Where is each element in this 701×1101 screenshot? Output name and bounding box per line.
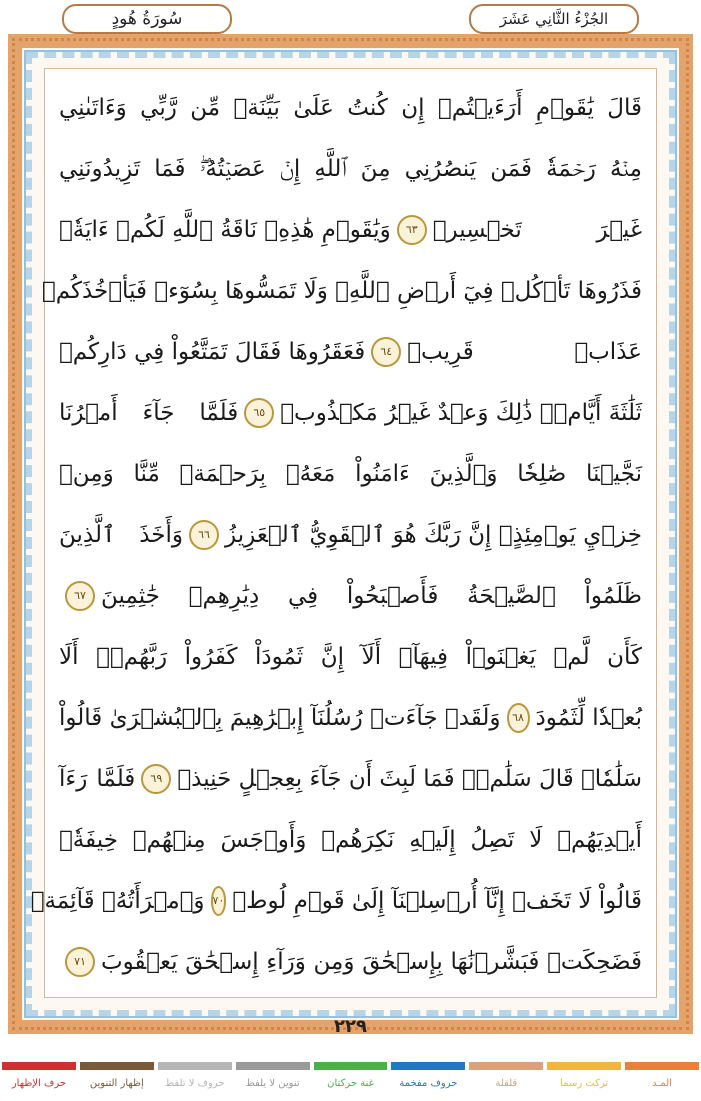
ayah-marker: ٦٤	[371, 337, 401, 367]
line-text: قَالُواْ لَا تَخَفۡ إِنَّآ أُرۡسِلۡنَآ إِلَىٰ قَوۡمِ لُوطٖ	[232, 887, 642, 914]
line-text-after: فَعَقَرُوهَا فَقَالَ تَمَتَّعُواْ فِي دَارِكُمۡ	[59, 338, 366, 365]
line-text: خِزۡيِ يَوۡمِئِذٍۚ إِنَّ رَبَّكَ هُوَ ٱلۡقَوِيُّ ٱلۡعَزِيزُ	[225, 521, 642, 548]
line-text: فَذَرُوهَا تَأۡكُلۡ فِيٓ أَرۡضِ ٱللَّهِۖ وَلَا تَمَسُّوهَا بِسُوٓءٖ فَيَأۡخُذَكُمۡ	[41, 277, 642, 304]
text-line	[30, 870, 642, 931]
legend-label: حروف مفخمة	[399, 1078, 458, 1089]
text-line	[59, 77, 642, 138]
line-text: ثَلَٰثَةَ أَيَّامٖۖ ذَٰلِكَ وَعۡدٌ غَيۡرُ مَكۡذُوبٖ	[280, 399, 642, 426]
legend-labels	[0, 1078, 701, 1089]
text-lines	[30, 77, 642, 992]
line-text: عَذَابٞ قَرِيبٞ	[407, 338, 642, 365]
legend-swatch	[236, 1062, 310, 1070]
line-text: غَيۡرَ تَخۡسِيرٖ	[432, 216, 642, 243]
surah-name: سُورَةُ هُودٍ	[111, 9, 183, 29]
text-line	[59, 321, 642, 382]
ayah-marker: ٦٧	[65, 581, 95, 611]
line-text-after: فَلَمَّا جَآءَ أَمۡرُنَا	[59, 399, 239, 426]
line-text: كَأَن لَّمۡ يَغۡنَوۡاْ فِيهَآۗ أَلَآ إِنَّ ثَمُودَاْ كَفَرُواْ رَبَّهُمۡۗ أَلَا	[59, 643, 642, 670]
legend-swatch	[2, 1062, 76, 1070]
line-text: نَجَّيۡنَا صَٰلِحٗا وَٱلَّذِينَ ءَامَنُواْ مَعَهُۥ بِرَحۡمَةٖ مِّنَّا وَمِنۡ	[59, 460, 642, 487]
text-page	[30, 68, 657, 998]
line-text: فَضَحِكَتۡ فَبَشَّرۡنَٰهَا بِإِسۡحَٰقَ وَمِن وَرَآءِ إِسۡحَٰقَ يَعۡقُوبَ	[101, 948, 642, 975]
line-text-after: وَيَٰقَوۡمِ هَٰذِهِۦ نَاقَةُ ٱللَّهِ لَكُمۡ ءَايَةٗۖ	[59, 216, 391, 243]
ayah-marker: ٧٠	[211, 886, 227, 916]
legend-label: إظهار التنوين	[89, 1078, 144, 1089]
surah-title	[62, 4, 232, 34]
text-line	[59, 931, 642, 992]
legend-swatch	[314, 1062, 388, 1070]
page-number: ٢٢٩	[334, 1016, 367, 1037]
text-line	[59, 138, 642, 199]
tajweed-legend	[0, 1062, 701, 1101]
line-text-after: وَلَقَدۡ جَآءَتۡ رُسُلُنَآ إِبۡرَٰهِيمَ بِٱلۡبُشۡرَىٰ قَالُواْ	[59, 704, 501, 731]
line-text: مِنۡهُ رَحۡمَةٗ فَمَن يَنصُرُنِي مِنَ ٱللَّهِ إِنۡ عَصَيۡتُهُۥۖ فَمَا تَزِيدُونَنِي	[59, 155, 642, 182]
legend-color-bars	[0, 1062, 701, 1070]
text-line	[41, 260, 642, 321]
line-text-after: فَلَمَّا رَءَآ	[59, 765, 136, 792]
legend-label: تركت رسما	[560, 1078, 609, 1089]
text-line	[59, 748, 642, 809]
ayah-marker: ٧١	[65, 947, 95, 977]
legend-label: قلقلة	[495, 1078, 518, 1089]
text-line	[59, 443, 642, 504]
line-text-after: وَأَخَذَ ٱلَّذِينَ	[59, 521, 184, 548]
line-text: بُعۡدٗا لِّثَمُودَ	[535, 704, 642, 731]
legend-swatch	[80, 1062, 154, 1070]
line-text: سَلَٰمٗاۖ قَالَ سَلَٰمٞۖ فَمَا لَبِثَ أَن جَآءَ بِعِجۡلٍ حَنِيذٖ	[177, 765, 642, 792]
text-line	[59, 565, 642, 626]
ayah-marker: ٦٣	[397, 215, 427, 245]
legend-label: حرف الإظهار	[11, 1078, 67, 1089]
legend-label: حروف لا تلفظ	[164, 1078, 225, 1089]
text-line	[59, 504, 642, 565]
line-text: أَيۡدِيَهُمۡ لَا تَصِلُ إِلَيۡهِ نَكِرَهُمۡ وَأَوۡجَسَ مِنۡهُمۡ خِيفَةٗۚ	[59, 826, 642, 853]
text-line	[59, 687, 642, 748]
legend-swatch	[547, 1062, 621, 1070]
legend-label: تنوين لا يلفظ	[245, 1078, 300, 1089]
line-text: قَالَ يَٰقَوۡمِ أَرَءَيۡتُمۡ إِن كُنتُ عَلَىٰ بَيِّنَةٖ مِّن رَّبِّي وَءَاتَىٰنِي	[59, 94, 642, 121]
ayah-marker: ٦٩	[141, 764, 171, 794]
ayah-marker: ٦٨	[507, 703, 530, 733]
legend-swatch	[158, 1062, 232, 1070]
text-line	[59, 382, 642, 443]
legend-swatch	[625, 1062, 699, 1070]
text-line	[59, 199, 642, 260]
legend-label: المـد	[652, 1078, 672, 1089]
juz-name: الجُزْءُ الثَّانِي عَشَرَ	[499, 10, 609, 28]
ayah-marker: ٦٦	[189, 520, 219, 550]
line-text-after: وَٱمۡرَأَتُهُۥ قَآئِمَةٞ	[30, 887, 205, 914]
ayah-marker: ٦٥	[244, 398, 274, 428]
legend-swatch	[391, 1062, 465, 1070]
legend-swatch	[469, 1062, 543, 1070]
text-line	[59, 809, 642, 870]
legend-label: غنة حركتان	[327, 1078, 374, 1089]
line-text: ظَلَمُواْ ٱلصَّيۡحَةُ فَأَصۡبَحُواْ فِي دِيَٰرِهِمۡ جَٰثِمِينَ	[101, 582, 642, 609]
text-line	[59, 626, 642, 687]
juz-title	[469, 4, 639, 34]
